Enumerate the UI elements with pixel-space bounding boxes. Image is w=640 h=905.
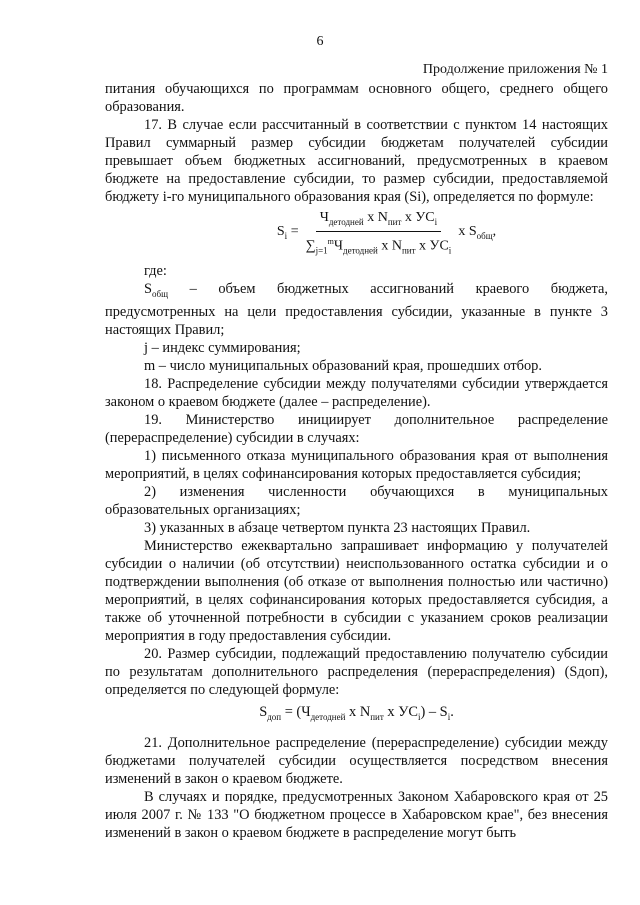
- definition-s-obsh: $S_{общ}$ – объем бюджетных ассигнований краевого бюджета, предусмотренных на цели предоставления субсидии, указанные в пункте 3 настоящих Правил;: [105, 281, 608, 339]
- formula-lhs: $S_i$ =: [276, 224, 299, 242]
- paragraph-18: 18. Распределение субсидии между получателями субсидии утверждается законом о краевом бюджете (далее – распределение).: [105, 376, 608, 411]
- definition-j: j – индекс суммирования;: [144, 340, 301, 357]
- formula-fraction: [302, 210, 456, 258]
- document-body: [105, 80, 608, 842]
- paragraph-19-item-1: 1) письменного отказа муниципального образования края от выполнения мероприятий, в целях софинансирования которых предоставляется субсидия;: [105, 448, 608, 483]
- paragraph-19-item-3: 3) указанных в абзаце четвертом пункта 23 настоящих Правил.: [144, 520, 531, 537]
- definition-m: m – число муниципальных образований края, прошедших отбор.: [144, 358, 542, 375]
- formula-numerator: $Ч_{детодней}$ x $N_{пит}$ x $УС_i$: [316, 210, 441, 232]
- where-label: где:: [144, 263, 167, 280]
- formula-rhs: x $S_{общ}$,: [458, 224, 497, 242]
- appendix-header: Продолжение приложения № 1: [422, 62, 608, 77]
- paragraph-17: 17. В случае если рассчитанный в соответствии с пунктом 14 настоящих Правил суммарный размер субсидии бюджетам получателей субсидии превышает объем бюджетных ассигнований, предусмотренных в краевом бюджете на предоставление субсидии, то размер субсидии, предоставляемой бюджету i-го муниципального образования края (Si), определяется по формуле:: [105, 117, 608, 205]
- paragraph-19-ministry: Министерство ежеквартально запрашивает информацию у получателей субсидии о наличии (об отсутствии) неиспользованного остатка субсидии и о подтверждении выполнения (об отказе от выполнения полностью или частично) мероприятий, в целях софинансирования которых предоставляется субсидия, а также об уточненной потребности в субсидии с указанием сроков реализации мероприятия в году предоставления субсидии.: [105, 538, 608, 645]
- paragraph-21-continued: В случаях и порядке, предусмотренных Законом Хабаровского края от 25 июля 2007 г. № 133 "О бюджетном процессе в Хабаровском крае", без внесения изменений в закон о краевом бюджете в распределение могут быть: [105, 789, 608, 841]
- formula-denominator: $\sum_{j=1}^mЧ_{детодней}$ x $N_{пит}$ x $УС_i$: [305, 236, 452, 256]
- paragraph-19-item-2: 2) изменения численности обучающихся в муниципальных образовательных организациях;: [105, 484, 608, 519]
- paragraph-20: 20. Размер субсидии, подлежащий предоставлению получателю субсидии по результатам дополнительного распределения (перераспределения) (Sдоп), определяется по следующей формуле:: [105, 646, 608, 699]
- formula-si: [105, 210, 608, 258]
- formula-sdop: $S_{доп} = (Ч_{детодней}$ x $N_{пит}$ x $УС_i) - S_i$.: [259, 704, 454, 722]
- page-number: 6: [316, 34, 324, 49]
- paragraph-continuation: питания обучающихся по программам основного общего, среднего общего образования.: [105, 81, 608, 115]
- paragraph-21: 21. Дополнительное распределение (перераспределение) субсидии между бюджетами получателей субсидии осуществляется посредством внесения изменений в закон о краевом бюджете.: [105, 735, 608, 787]
- paragraph-19: 19. Министерство инициирует дополнительное распределение (перераспределение) субсидии в случаях:: [105, 412, 608, 447]
